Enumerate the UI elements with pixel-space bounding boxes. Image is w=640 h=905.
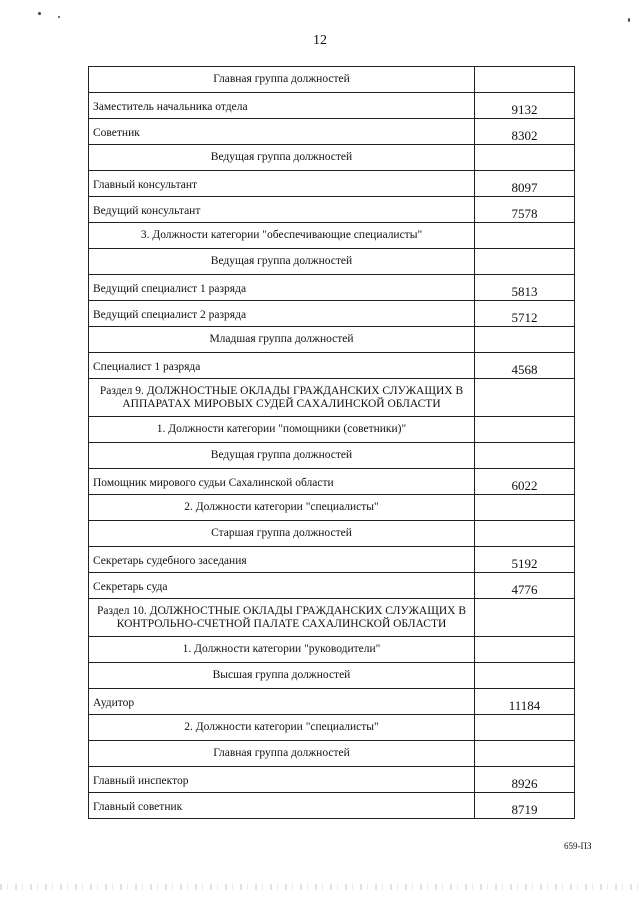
position-name-cell bbox=[89, 689, 475, 715]
salary-value: 5192 bbox=[511, 556, 538, 571]
position-name-cell bbox=[89, 171, 475, 197]
salary-value-cell bbox=[475, 793, 575, 819]
document-code: 659-ПЗ bbox=[564, 841, 592, 851]
group-heading: 2. Должности категории "специалисты" bbox=[184, 501, 379, 513]
group-heading-row bbox=[89, 715, 575, 741]
salary-value: 11184 bbox=[508, 698, 541, 713]
position-name-cell bbox=[89, 119, 475, 145]
salary-row bbox=[89, 573, 575, 599]
group-heading-row bbox=[89, 327, 575, 353]
salary-value-cell bbox=[475, 443, 575, 469]
group-heading-cell bbox=[89, 599, 475, 637]
group-heading-cell bbox=[89, 741, 475, 767]
salary-value: 8719 bbox=[511, 802, 538, 817]
group-heading: 3. Должности категории "обеспечивающие специалисты" bbox=[140, 229, 423, 241]
position-name: Ведущий консультант bbox=[93, 205, 201, 217]
salary-row bbox=[89, 119, 575, 145]
salary-value-cell bbox=[475, 93, 575, 119]
salary-row bbox=[89, 301, 575, 327]
salary-value: 4776 bbox=[511, 582, 538, 597]
group-heading-cell bbox=[89, 223, 475, 249]
position-name: Главный советник bbox=[93, 801, 183, 813]
position-name-cell bbox=[89, 793, 475, 819]
group-heading-row bbox=[89, 443, 575, 469]
position-name-cell bbox=[89, 93, 475, 119]
salary-row bbox=[89, 93, 575, 119]
scan-speck bbox=[628, 18, 630, 22]
salary-table bbox=[88, 66, 575, 819]
position-name: Аудитор bbox=[93, 697, 135, 709]
salary-value-cell bbox=[475, 301, 575, 327]
position-name-cell bbox=[89, 469, 475, 495]
salary-row bbox=[89, 767, 575, 793]
group-heading: Главная группа должностей bbox=[213, 747, 350, 759]
salary-value-cell bbox=[475, 119, 575, 145]
salary-value: 8097 bbox=[511, 180, 538, 195]
position-name-cell bbox=[89, 353, 475, 379]
salary-value-cell bbox=[475, 275, 575, 301]
position-name: Помощник мирового судьи Сахалинской области bbox=[93, 477, 334, 489]
salary-value-cell bbox=[475, 223, 575, 249]
position-name: Заместитель начальника отдела bbox=[93, 101, 248, 113]
salary-value-cell bbox=[475, 689, 575, 715]
salary-value-cell bbox=[475, 573, 575, 599]
salary-value-cell bbox=[475, 663, 575, 689]
scan-speck bbox=[58, 16, 60, 18]
position-name-cell bbox=[89, 275, 475, 301]
salary-value-cell bbox=[475, 171, 575, 197]
salary-value: 8926 bbox=[511, 776, 538, 791]
group-heading-row bbox=[89, 223, 575, 249]
salary-row bbox=[89, 171, 575, 197]
salary-value: 8302 bbox=[511, 128, 538, 143]
group-heading: Раздел 10. ДОЛЖНОСТНЫЕ ОКЛАДЫ ГРАЖДАНСКИХ СЛУЖАЩИХ В КОНТРОЛЬНО-СЧЕТНОЙ ПАЛАТЕ САХАЛИНСКОЙ ОБЛАСТИ bbox=[97, 604, 466, 630]
salary-value: 6022 bbox=[511, 478, 538, 493]
salary-value: 4568 bbox=[511, 362, 538, 377]
salary-value: 5813 bbox=[511, 284, 538, 299]
salary-table-body bbox=[89, 67, 575, 819]
scan-noise bbox=[0, 884, 640, 890]
position-name: Ведущий специалист 1 разряда bbox=[93, 283, 247, 295]
position-name: Секретарь суда bbox=[93, 581, 168, 593]
group-heading: Высшая группа должностей bbox=[212, 669, 351, 681]
group-heading: Ведущая группа должностей bbox=[210, 151, 353, 163]
salary-row bbox=[89, 353, 575, 379]
group-heading: Старшая группа должностей bbox=[211, 527, 352, 539]
salary-value: 9132 bbox=[511, 102, 538, 117]
salary-value-cell bbox=[475, 353, 575, 379]
salary-value-cell bbox=[475, 547, 575, 573]
group-heading-row bbox=[89, 495, 575, 521]
salary-value-cell bbox=[475, 67, 575, 93]
salary-row bbox=[89, 469, 575, 495]
salary-value-cell bbox=[475, 379, 575, 417]
position-name: Советник bbox=[93, 127, 140, 139]
position-name: Главный консультант bbox=[93, 179, 198, 191]
position-name-cell bbox=[89, 547, 475, 573]
position-name: Специалист 1 разряда bbox=[93, 361, 201, 373]
group-heading: Раздел 9. ДОЛЖНОСТНЫЕ ОКЛАДЫ ГРАЖДАНСКИХ СЛУЖАЩИХ В АППАРАТАХ МИРОВЫХ СУДЕЙ САХАЛИНСКОЙ ОБЛАСТИ bbox=[99, 384, 464, 410]
group-heading-cell bbox=[89, 417, 475, 443]
salary-row bbox=[89, 793, 575, 819]
salary-value-cell bbox=[475, 249, 575, 275]
page-number: 12 bbox=[313, 33, 327, 48]
position-name-cell bbox=[89, 767, 475, 793]
salary-value-cell bbox=[475, 767, 575, 793]
salary-value-cell bbox=[475, 145, 575, 171]
salary-value: 5712 bbox=[511, 310, 538, 325]
group-heading-cell bbox=[89, 443, 475, 469]
group-heading-row bbox=[89, 417, 575, 443]
group-heading-cell bbox=[89, 145, 475, 171]
salary-value-cell bbox=[475, 521, 575, 547]
salary-value-cell bbox=[475, 637, 575, 663]
group-heading-row bbox=[89, 741, 575, 767]
group-heading: Главная группа должностей bbox=[213, 73, 350, 85]
salary-value-cell bbox=[475, 327, 575, 353]
group-heading: 2. Должности категории "специалисты" bbox=[184, 721, 379, 733]
salary-row bbox=[89, 547, 575, 573]
position-name: Секретарь судебного заседания bbox=[93, 555, 247, 567]
salary-row bbox=[89, 275, 575, 301]
salary-value-cell bbox=[475, 417, 575, 443]
group-heading-cell bbox=[89, 67, 475, 93]
group-heading: Ведущая группа должностей bbox=[210, 255, 353, 267]
group-heading-row bbox=[89, 249, 575, 275]
group-heading-cell bbox=[89, 637, 475, 663]
position-name: Ведущий специалист 2 разряда bbox=[93, 309, 247, 321]
salary-value-cell bbox=[475, 469, 575, 495]
position-name: Главный инспектор bbox=[93, 775, 189, 787]
group-heading: 1. Должности категории "руководители" bbox=[182, 643, 381, 655]
group-heading-cell bbox=[89, 495, 475, 521]
position-name-cell bbox=[89, 573, 475, 599]
group-heading: Младшая группа должностей bbox=[209, 333, 354, 345]
group-heading-row bbox=[89, 67, 575, 93]
group-heading: Ведущая группа должностей bbox=[210, 449, 353, 461]
group-heading-cell bbox=[89, 715, 475, 741]
group-heading-row bbox=[89, 599, 575, 637]
salary-value-cell bbox=[475, 599, 575, 637]
group-heading-row bbox=[89, 521, 575, 547]
group-heading-cell bbox=[89, 663, 475, 689]
group-heading-row bbox=[89, 663, 575, 689]
salary-value: 7578 bbox=[511, 206, 538, 221]
salary-row bbox=[89, 197, 575, 223]
group-heading-cell bbox=[89, 379, 475, 417]
group-heading-cell bbox=[89, 249, 475, 275]
position-name-cell bbox=[89, 197, 475, 223]
position-name-cell bbox=[89, 301, 475, 327]
group-heading-row bbox=[89, 637, 575, 663]
group-heading-cell bbox=[89, 521, 475, 547]
salary-value-cell bbox=[475, 495, 575, 521]
group-heading-cell bbox=[89, 327, 475, 353]
group-heading-row bbox=[89, 379, 575, 417]
salary-value-cell bbox=[475, 197, 575, 223]
group-heading: 1. Должности категории "помощники (советники)" bbox=[156, 423, 407, 435]
scan-speck bbox=[38, 12, 41, 15]
salary-value-cell bbox=[475, 715, 575, 741]
group-heading-row bbox=[89, 145, 575, 171]
salary-value-cell bbox=[475, 741, 575, 767]
salary-row bbox=[89, 689, 575, 715]
